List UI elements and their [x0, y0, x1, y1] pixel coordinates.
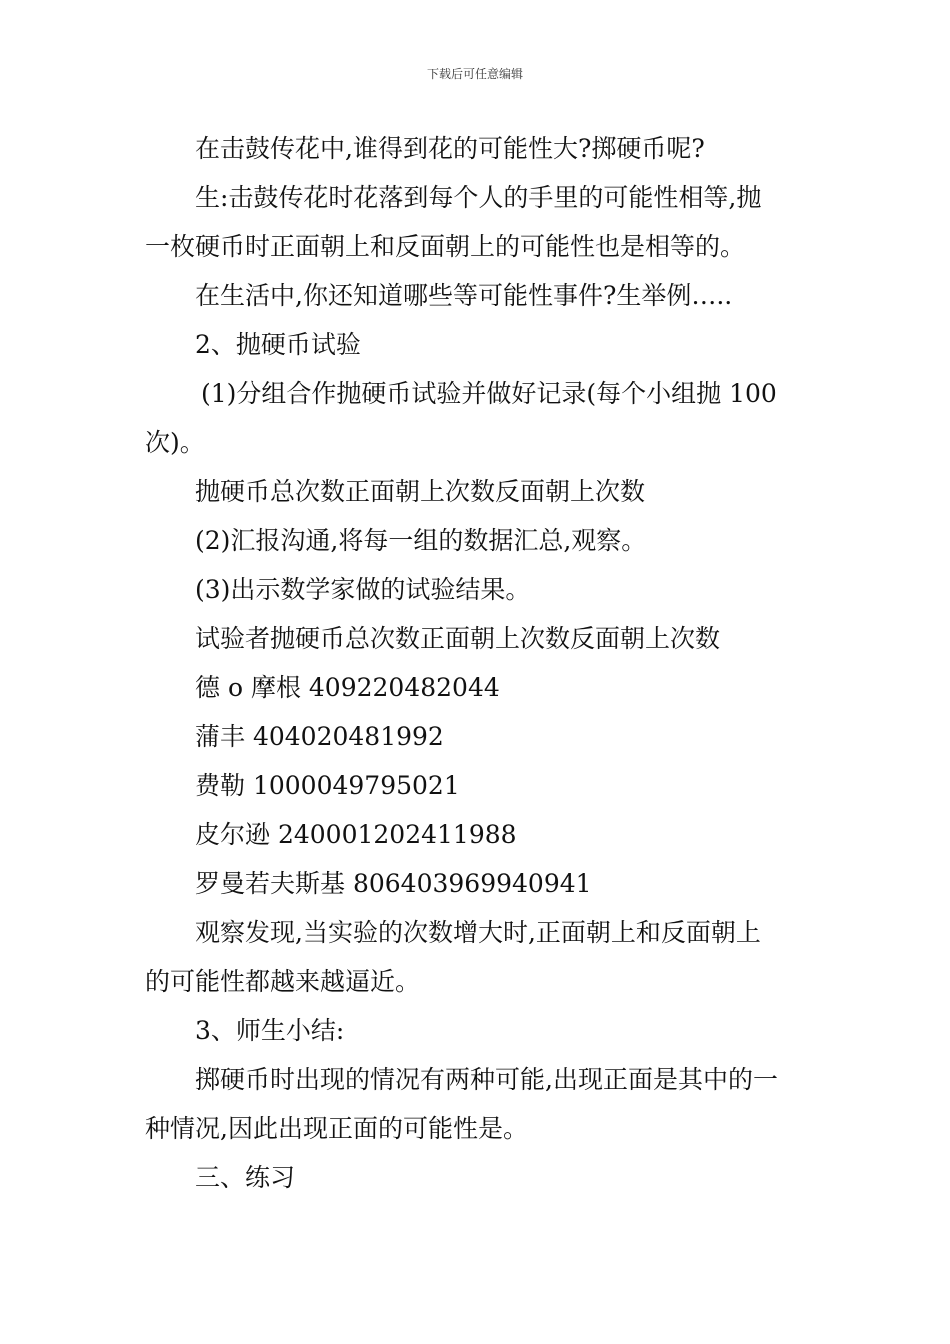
step-3-show-results: (3)出示数学家做的试验结果。 [195, 575, 531, 604]
result-row-buffon: 蒲丰 404020481992 [195, 722, 444, 751]
step-1-group-experiment-cont: 次)。 [145, 428, 205, 457]
paragraph-summary-cont: 种情况,因此出现正面的可能性是。 [145, 1114, 528, 1143]
paragraph-observation-cont: 的可能性都越来越逼近。 [145, 967, 421, 996]
section-heading-exercises: 三、练习 [195, 1163, 296, 1192]
paragraph-question: 在击鼓传花中,谁得到花的可能性大?掷硬币呢? [195, 134, 705, 163]
section-heading-coin-experiment: 2、抛硬币试验 [195, 330, 361, 359]
paragraph-life-examples: 在生活中,你还知道哪些等可能性事件?生举例….. [195, 281, 733, 310]
results-table-header: 试验者抛硬币总次数正面朝上次数反面朝上次数 [195, 624, 721, 653]
record-table-header: 抛硬币总次数正面朝上次数反面朝上次数 [195, 477, 646, 506]
paragraph-student-answer: 生:击鼓传花时花落到每个人的手里的可能性相等,抛 [195, 183, 762, 212]
document-body [145, 124, 810, 1202]
result-row-romanovsky: 罗曼若夫斯基 806403969940941 [195, 869, 592, 898]
paragraph-observation: 观察发现,当实验的次数增大时,正面朝上和反面朝上 [195, 918, 761, 947]
step-1-group-experiment: (1)分组合作抛硬币试验并做好记录(每个小组抛 100 [201, 379, 777, 408]
result-row-feller: 费勒 1000049795021 [195, 771, 460, 800]
result-row-de-morgan: 德 o 摩根 409220482044 [195, 673, 500, 702]
step-2-report: (2)汇报沟通,将每一组的数据汇总,观察。 [195, 526, 647, 555]
section-heading-summary: 3、师生小结: [195, 1016, 345, 1045]
paragraph-student-answer-cont: 一枚硬币时正面朝上和反面朝上的可能性也是相等的。 [145, 232, 746, 261]
result-row-pearson: 皮尔逊 240001202411988 [195, 820, 517, 849]
paragraph-summary: 掷硬币时出现的情况有两种可能,出现正面是其中的一 [195, 1065, 778, 1094]
page-header-note: 下载后可任意编辑 [426, 67, 523, 81]
